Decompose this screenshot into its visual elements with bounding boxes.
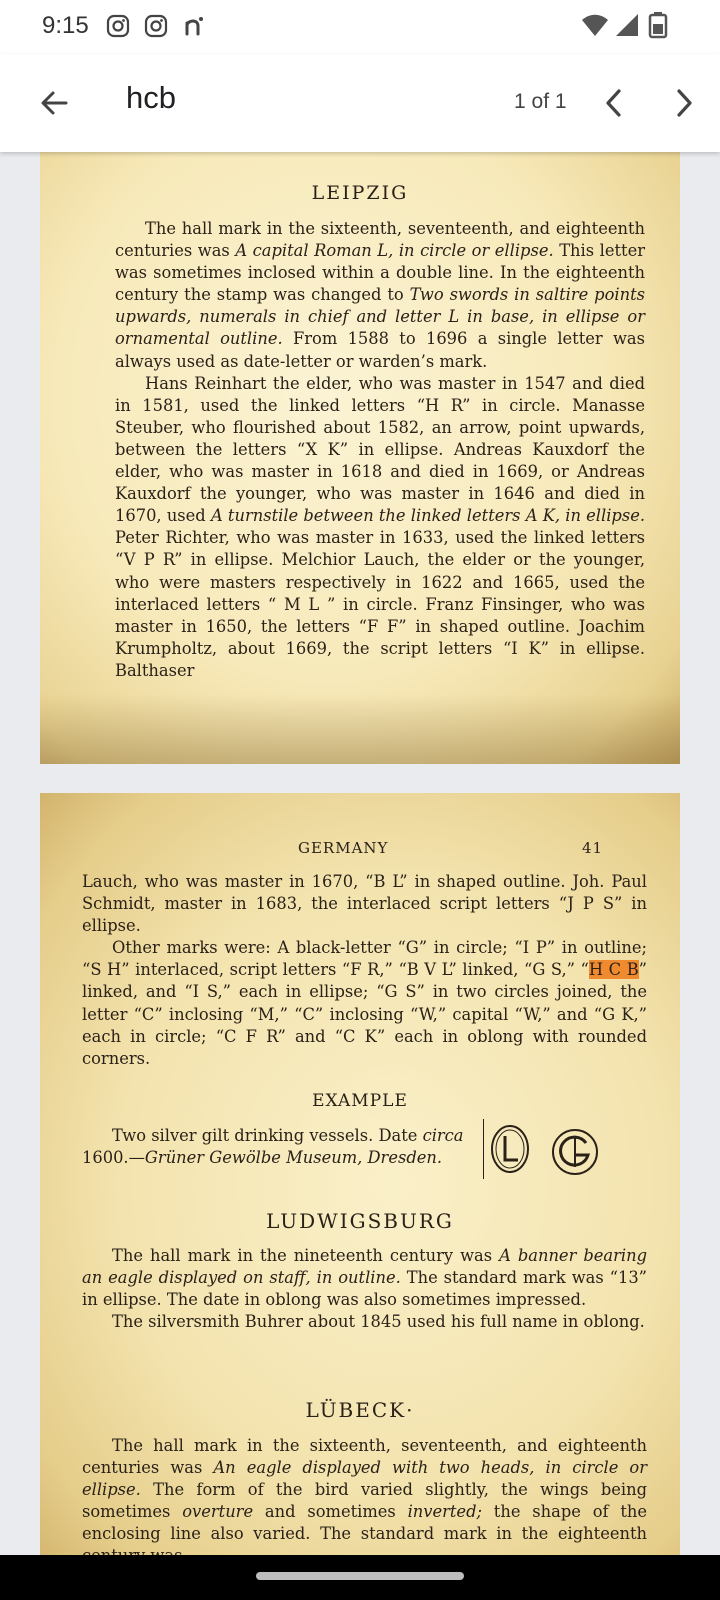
arrow-back-icon (38, 87, 70, 119)
paragraph (82, 1435, 647, 1568)
italic-text: overture (182, 1502, 254, 1522)
text-run: the shape of the enclosing line also varied. The standard mark in the eighteenth (82, 1502, 647, 1544)
next-match-button[interactable] (660, 79, 708, 127)
text-run: The hall mark in the sixteenth, seventeenth, and eighteenth centuries was (82, 1436, 647, 1478)
section-heading: LÜBECK· (305, 1398, 415, 1422)
document-page (40, 793, 680, 1573)
text-run: 1600.— (82, 1148, 145, 1168)
system-navigation-bar (0, 1555, 720, 1600)
search-highlight[interactable]: H C B (588, 960, 639, 980)
italic-text: circa (422, 1126, 464, 1145)
text-run: and sometimes (253, 1502, 408, 1522)
previous-match-button[interactable] (590, 79, 638, 127)
paragraph (82, 937, 647, 1070)
page-body (82, 871, 647, 1070)
home-gesture-handle[interactable] (256, 1572, 464, 1580)
instagram-icon (106, 14, 130, 38)
paragraph: The silversmith Buhrer about 1845 used his full name in oblong. (112, 1312, 645, 1332)
divider (483, 1119, 484, 1179)
wifi-icon (580, 12, 610, 40)
paragraph (82, 1245, 647, 1311)
page-body (115, 218, 645, 682)
text-run: Peter Richter, who was master in 1633, used the linked letters “V P R” in ellipse. Melchior Lauch, the elder or the younger, who were masters respectively in 1622 and 1665, used the interlaced letters “ M L ” in circle. Franz Finsinger, who was master in 1650, the letters “F F” in shaped outline. Joachim Krumpholtz, about 1669, the script letters “I K” in ellipse. Balthaser (115, 528, 645, 680)
italic-text: A capital Roman L, in circle or ellipse. (235, 241, 554, 261)
text-run: From 1588 to 1696 a single letter was always used as date-letter or warden’s mark. (115, 329, 645, 371)
battery-icon (648, 12, 668, 40)
status-time: 9:15 (42, 12, 89, 39)
status-bar (0, 0, 720, 54)
instagram-icon (144, 14, 168, 38)
running-title: GERMANY (298, 839, 389, 857)
page-number: 41 (582, 839, 604, 857)
find-in-page-bar (0, 54, 720, 152)
italic-text: An eagle displayed with two heads, in circle or ellipse. (82, 1458, 647, 1500)
search-query-input[interactable]: hcb (126, 80, 176, 115)
text-run: Two silver gilt drinking vessels. Date (112, 1126, 423, 1145)
page-body (82, 1435, 647, 1568)
text-run: The hall mark in the sixteenth, seventeenth, and eighteenth centuries was (115, 219, 645, 261)
example-heading: EXAMPLE (312, 1091, 408, 1111)
text-run: This letter was sometimes inclosed within a double line. In the eighteenth century the stamp was changed to (115, 241, 645, 305)
paragraph (115, 373, 645, 682)
italic-text: A banner bearing an eagle displayed on staff, in outline. (82, 1246, 648, 1288)
example-caption (82, 1125, 470, 1169)
match-count: 1 of 1 (514, 90, 567, 113)
text-run: ” linked, and “I S,” each in ellipse; “G S” in two circles joined, the letter “C” inclosing “M,” “C” inclosing “W,” capital “W,” and “G K,” each in circle; “C F R” and “C K” each in oblong with rounded corners. (82, 960, 647, 1068)
text-run: Hans Reinhart the elder, who was master in 1547 and died in 1581, used the linked letters “H R” in circle. Manasse Steuber, who flourished about 1582, an arrow, point upwards, between the letters “X K” in ellipse. Andreas Kauxdorf the elder, who was master in 1618 and died in 1669, or Andreas Kauxdorf the younger, who was master in 1646 and died in 1670, used (115, 373, 645, 526)
signal-icon (614, 12, 640, 40)
text-run: The hall mark in the nineteenth century was (112, 1246, 500, 1265)
italic-text: A turnstile between the linked letters A K, in ellipse. (210, 506, 646, 526)
section-heading: LUDWIGSBURG (266, 1209, 454, 1233)
hallmark-gs-icon (550, 1127, 600, 1177)
section-heading: LEIPZIG (311, 182, 409, 204)
hallmark-l-icon (488, 1123, 532, 1175)
italic-text: Two swords in saltire points upwards, numerals in chief and letter L in base, in ellipse or ornamental outline. (115, 285, 645, 349)
chevron-right-icon (670, 87, 698, 119)
paragraph (115, 218, 645, 373)
text-run: The form of the bird varied slightly, the wings being sometimes (82, 1480, 647, 1522)
text-run: The standard mark was “13” in ellipse. The date in oblong was also sometimes impressed. (82, 1268, 647, 1310)
text-run: Other marks were: A black-letter “G” in circle; “I P” in outline; “S H” interlaced, script letters “F R,” “B V L” linked, “G S,” “ (82, 938, 647, 980)
back-button[interactable] (30, 79, 78, 127)
n-app-icon (182, 14, 206, 38)
chevron-left-icon (600, 87, 628, 119)
paragraph: Lauch, who was master in 1670, “B L” in shaped outline. Joh. Paul Schmidt, master in 1683, the interlaced script letters “J P S” in ellipse. (82, 872, 647, 936)
italic-text: Grüner Gewölbe Museum, Dresden. (144, 1148, 443, 1168)
italic-text: inverted; (407, 1502, 482, 1522)
document-page (40, 148, 680, 764)
page-body (82, 1245, 647, 1333)
